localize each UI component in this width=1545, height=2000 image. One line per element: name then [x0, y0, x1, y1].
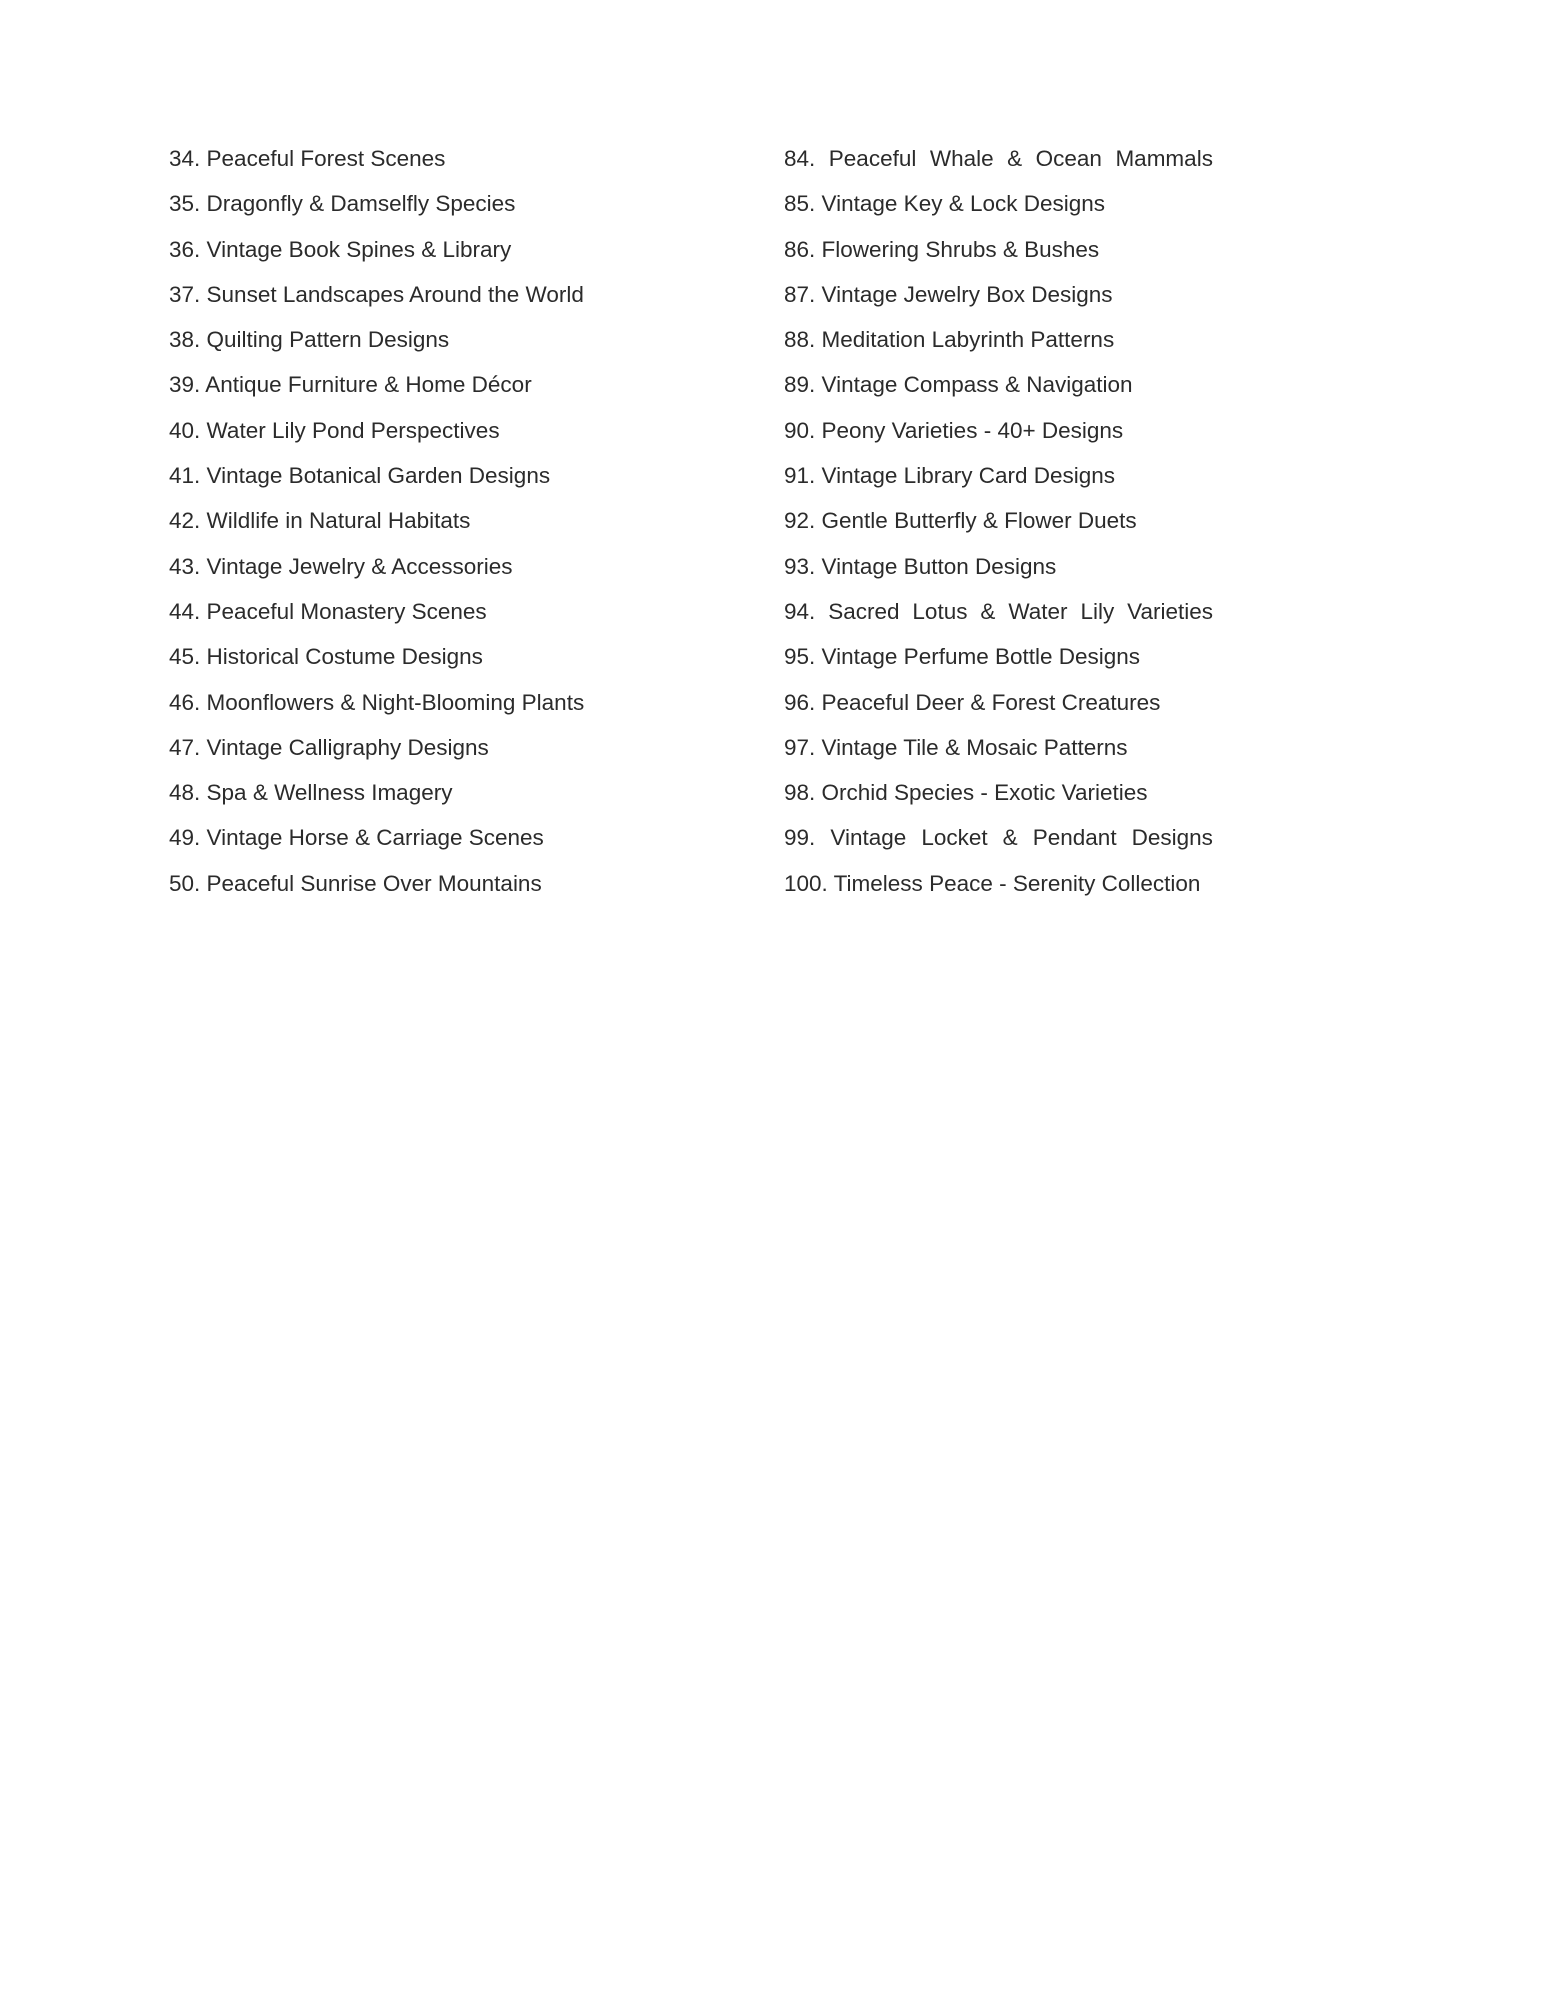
list-item: 37. Sunset Landscapes Around the World	[169, 281, 584, 307]
list-item: 39. Antique Furniture & Home Décor	[169, 372, 532, 398]
list-item: 44. Peaceful Monastery Scenes	[169, 598, 487, 624]
list-item: 93. Vintage Button Designs	[784, 553, 1057, 579]
list-item: 35. Dragonfly & Damselfly Species	[169, 191, 516, 217]
list-item: 46. Moonflowers & Night-Blooming Plants	[169, 689, 585, 715]
list-item: 89. Vintage Compass & Navigation	[784, 372, 1133, 398]
list-item-word: Peaceful	[828, 146, 917, 171]
list-item: 43. Vintage Jewelry & Accessories	[169, 553, 513, 579]
list-item: 41. Vintage Botanical Garden Designs	[169, 463, 551, 489]
list-item: 88. Meditation Labyrinth Patterns	[784, 327, 1115, 353]
list-item: 95. Vintage Perfume Bottle Designs	[784, 644, 1141, 670]
list-item: 38. Quilting Pattern Designs	[169, 327, 450, 353]
list-item-word: Designs	[1131, 825, 1213, 851]
list-item: 36. Vintage Book Spines & Library	[169, 236, 512, 262]
list-item: 87. Vintage Jewelry Box Designs	[784, 281, 1113, 307]
list-item-word: &	[980, 598, 996, 624]
list-item	[784, 136, 1213, 181]
list-item	[784, 815, 1213, 860]
list-item: 92. Gentle Butterfly & Flower Duets	[784, 508, 1137, 534]
list-item: 48. Spa & Wellness Imagery	[169, 780, 453, 806]
list-item: 96. Peaceful Deer & Forest Creatures	[784, 689, 1161, 715]
list-item: 97. Vintage Tile & Mosaic Patterns	[784, 734, 1128, 760]
list-item-word: Sacred	[828, 598, 900, 624]
list-item-word: Mammals	[1115, 146, 1213, 171]
list-item-word: 99.	[784, 825, 816, 851]
list-item: 40. Water Lily Pond Perspectives	[169, 417, 500, 443]
list-item	[784, 589, 1213, 634]
list-item: 91. Vintage Library Card Designs	[784, 463, 1116, 489]
list-item: 90. Peony Varieties - 40+ Designs	[784, 417, 1124, 443]
list-item: 86. Flowering Shrubs & Bushes	[784, 236, 1100, 262]
list-item: 42. Wildlife in Natural Habitats	[169, 508, 471, 534]
list-column-right	[784, 136, 1214, 906]
list-item-word: Whale	[929, 146, 994, 171]
list-item-word: Lily	[1080, 598, 1115, 624]
list-item-word: Pendant	[1032, 825, 1117, 851]
list-item-word: 94.	[784, 598, 816, 624]
list-item: 50. Peaceful Sunrise Over Mountains	[169, 870, 542, 896]
list-column-left	[169, 136, 689, 906]
list-item: 98. Orchid Species - Exotic Varieties	[784, 780, 1148, 806]
list-item-word: Varieties	[1127, 598, 1213, 624]
list-item-word: Ocean	[1035, 146, 1102, 171]
list-item: 45. Historical Costume Designs	[169, 644, 483, 670]
list-item: 34. Peaceful Forest Scenes	[169, 146, 446, 171]
list-item-word: Water	[1008, 598, 1068, 624]
list-item-word: Lotus	[912, 598, 968, 624]
list-item-word: Vintage	[830, 825, 907, 851]
list-item: 100. Timeless Peace - Serenity Collection	[784, 870, 1201, 896]
list-item-word: 84.	[784, 146, 816, 171]
list-item: 47. Vintage Calligraphy Designs	[169, 734, 489, 760]
list-item-word: &	[1007, 146, 1023, 171]
list-item: 85. Vintage Key & Lock Designs	[784, 191, 1106, 217]
list-item: 49. Vintage Horse & Carriage Scenes	[169, 825, 544, 851]
list-item-word: &	[1002, 825, 1018, 851]
list-item-word: Locket	[921, 825, 988, 851]
